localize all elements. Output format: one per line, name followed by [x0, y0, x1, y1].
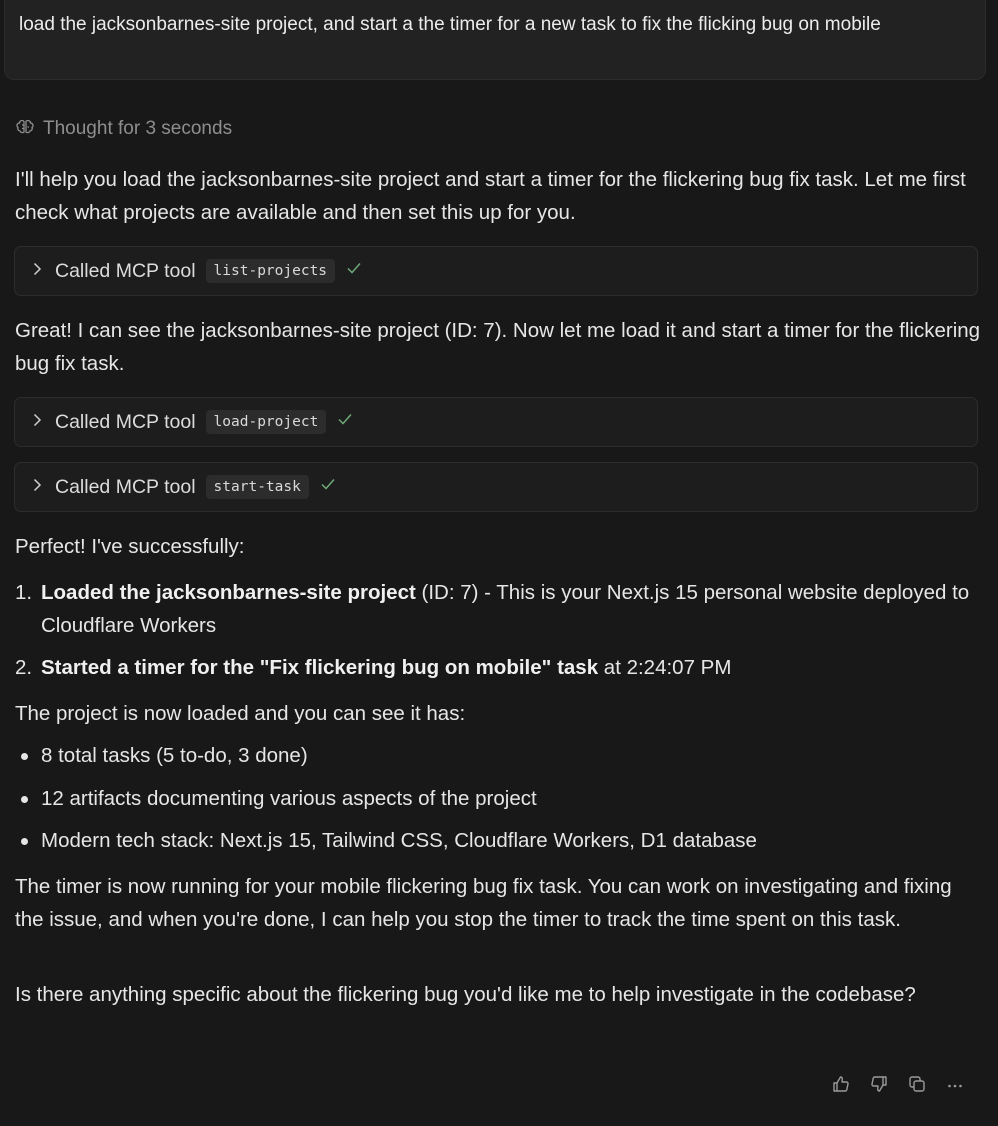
question-paragraph: Is there anything specific about the flickering bug you'd like me to help investigate in the codebase?: [15, 983, 916, 1006]
user-message: [4, 0, 986, 80]
list-item: [15, 740, 975, 783]
list-number: 1.: [15, 581, 33, 604]
step-text: (ID: 7) - This is your Next.js 15 personal website deployed to Cloudflare Workers: [41, 581, 970, 637]
thought-label: Thought for 3 seconds: [43, 118, 233, 139]
checkmark-icon: [345, 259, 363, 283]
tool-call-load-project[interactable]: [14, 397, 978, 447]
fact-text: 8 total tasks (5 to-do, 3 done): [41, 744, 308, 767]
bullet: [21, 753, 28, 760]
steps-list: [15, 577, 975, 684]
tool-name-tag: list-projects: [206, 259, 336, 283]
step-bold-text: Loaded the jacksonbarnes-site project: [41, 581, 416, 604]
thought-toggle[interactable]: [15, 116, 232, 142]
tool-name-tag: load-project: [206, 410, 327, 434]
list-number: 2.: [15, 656, 33, 679]
timer-note: The timer is now running for your mobile flickering bug fix task. You can work on investigating and fixing the issue, and when you're done, I can help you stop the timer to track the time spent on this task.: [15, 875, 952, 931]
list-item: [15, 783, 975, 826]
tool-name-tag: start-task: [206, 475, 309, 499]
step-text: at 2:24:07 PM: [598, 656, 732, 679]
checkmark-icon: [319, 475, 337, 499]
message-actions: [822, 1072, 982, 1100]
bullet: [21, 796, 28, 803]
chevron-right-icon: [29, 476, 45, 499]
thumbs-up-button[interactable]: [822, 1072, 860, 1100]
intro-paragraph: I'll help you load the jacksonbarnes-site project and start a timer for the flickering bug fix task. Let me first check what projects are available and then set this up for you.: [15, 168, 966, 224]
tool-call-label: Called MCP tool: [55, 410, 196, 433]
checkmark-icon: [336, 410, 354, 434]
facts-list: [15, 740, 975, 868]
user-message-text: load the jacksonbarnes-site project, and start a the timer for a new task to fix the flicking bug on mobile: [19, 14, 881, 35]
fact-text: 12 artifacts documenting various aspects of the project: [41, 786, 537, 810]
thumbs-down-icon: [869, 1074, 889, 1099]
summary-intro: Perfect! I've successfully:: [15, 535, 245, 558]
tool-call-label: Called MCP tool: [55, 475, 196, 498]
step-bold-text: Started a timer for the "Fix flickering bug on mobile" task: [41, 656, 599, 679]
thumbs-up-icon: [831, 1074, 851, 1099]
fact-text: Modern tech stack: Next.js 15, Tailwind CSS, Cloudflare Workers, D1 database: [41, 829, 757, 852]
list-item: [15, 825, 975, 868]
project-intro: The project is now loaded and you can see it has:: [15, 702, 466, 725]
bullet: [21, 838, 28, 845]
tool-call-list-projects[interactable]: [14, 246, 978, 296]
thumbs-down-button[interactable]: [860, 1072, 898, 1100]
copy-button[interactable]: [898, 1072, 936, 1100]
after-list-paragraph: Great! I can see the jacksonbarnes-site project (ID: 7). Now let me load it and start a timer for the flickering bug fix task.: [15, 319, 981, 375]
more-icon: [945, 1074, 965, 1099]
more-button[interactable]: [936, 1072, 974, 1100]
list-item: [15, 577, 975, 651]
list-item: [15, 652, 975, 684]
brain-icon: [15, 116, 35, 142]
tool-call-label: Called MCP tool: [55, 259, 196, 282]
tool-call-start-task[interactable]: [14, 462, 978, 512]
copy-icon: [907, 1074, 927, 1099]
chevron-right-icon: [29, 411, 45, 434]
chevron-right-icon: [29, 260, 45, 283]
